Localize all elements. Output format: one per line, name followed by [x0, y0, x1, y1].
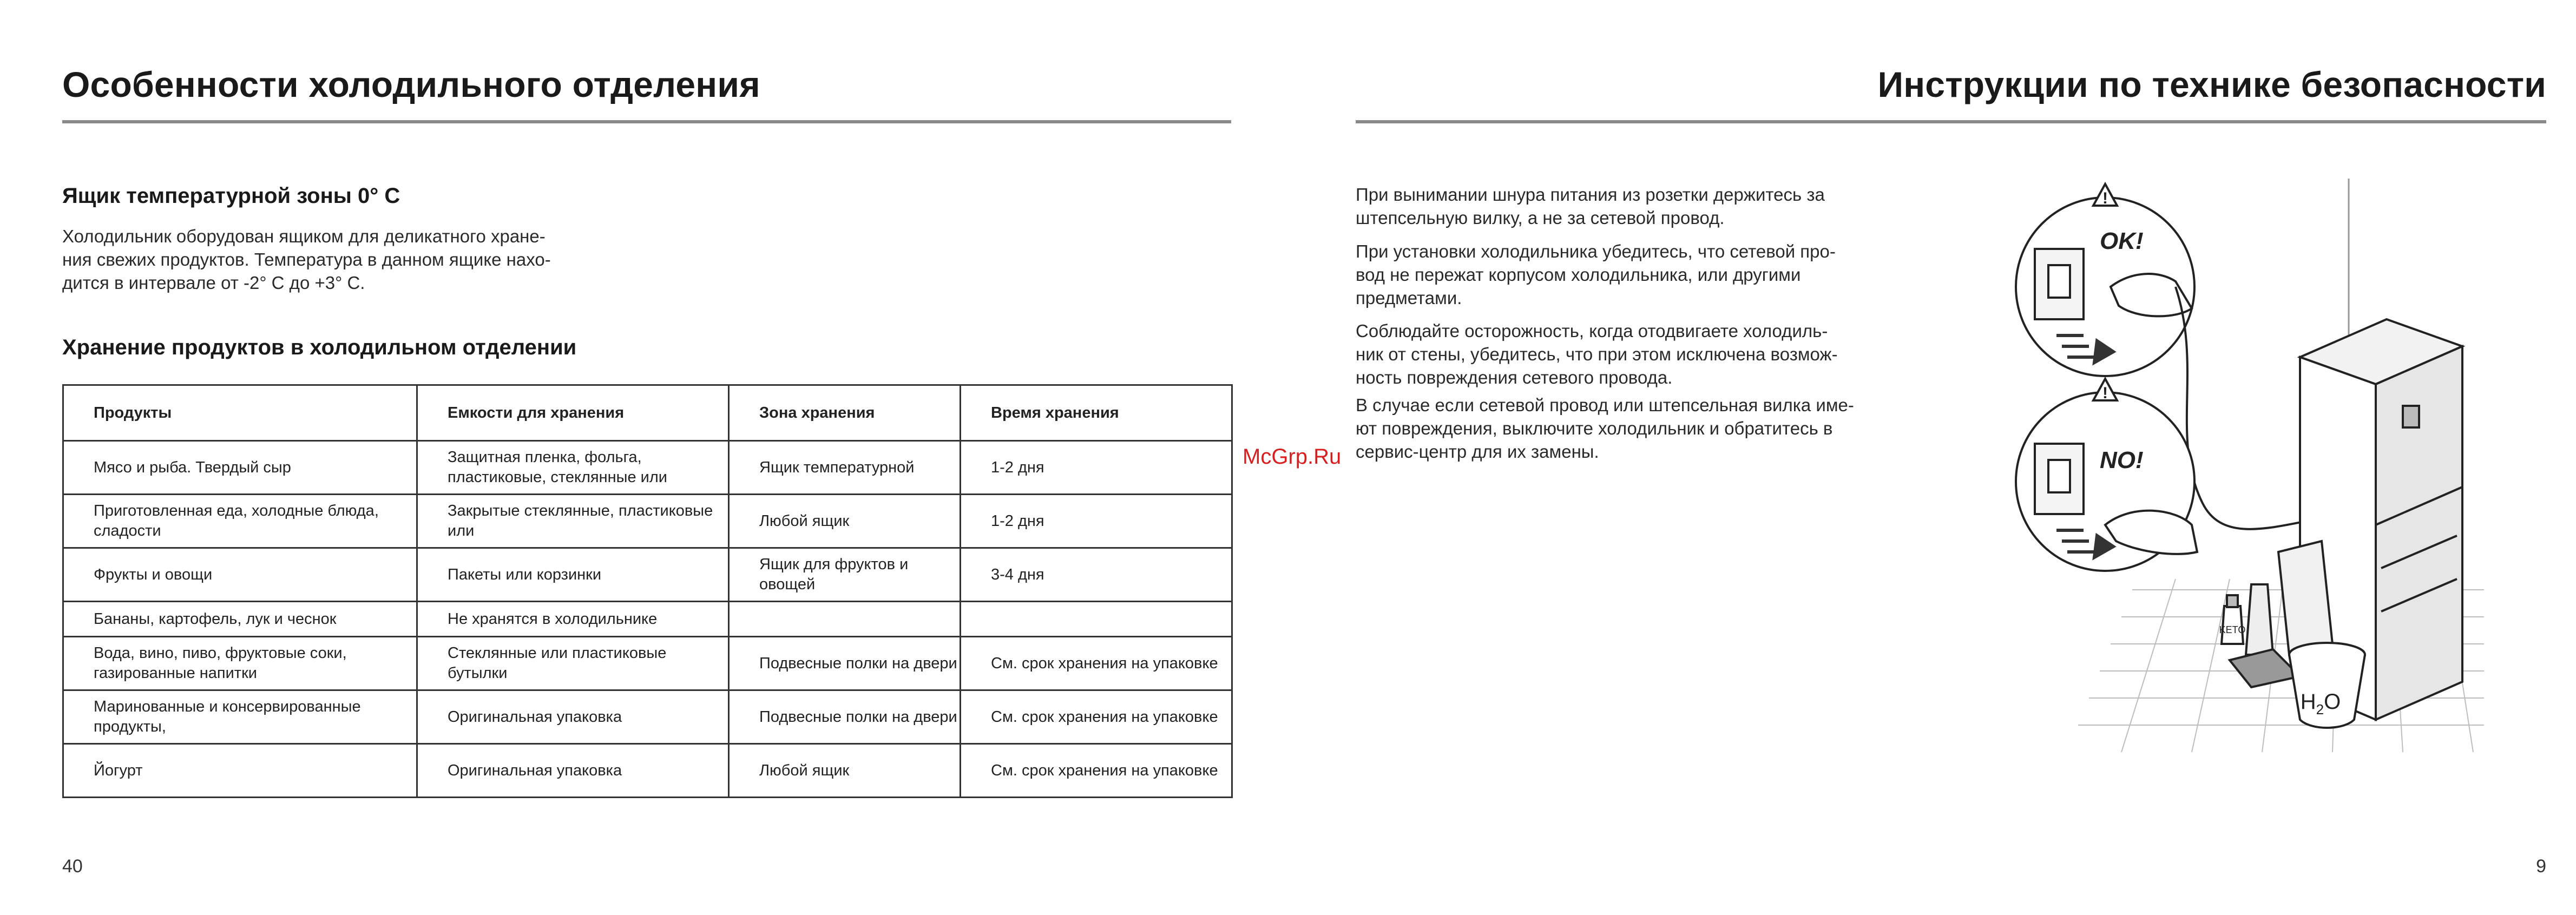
section-storage-heading: Хранение продуктов в холодильном отделении — [62, 335, 577, 359]
cell-container: Оригинальная упаковка — [417, 690, 729, 744]
temp-zone-line: Холодильник оборудован ящиком для деликатного хране- — [62, 226, 546, 246]
right-title-rule — [1356, 120, 2546, 123]
cell-product: Фрукты и овощи — [63, 548, 417, 602]
section-temp-zone-heading: Ящик температурной зоны 0° C — [62, 184, 400, 208]
cell-product: Мясо и рыба. Твердый сыр — [63, 441, 417, 495]
safety-line: предметами. — [1356, 288, 1462, 308]
bottle-label: KETO — [2219, 624, 2246, 635]
safety-line: сервис-центр для их замены. — [1356, 442, 1599, 462]
table-row — [63, 602, 1232, 637]
safety-line: вод не пережат корпусом холодильника, или другими — [1356, 265, 1801, 285]
cell-zone: Ящик температурной — [729, 441, 961, 495]
left-page-title: Особенности холодильного отделения — [62, 64, 760, 104]
cell-container: Защитная пленка, фольга, пластиковые, стеклянные или — [417, 441, 729, 495]
warning-mark: ! — [2102, 384, 2108, 402]
bucket-o: O — [2324, 690, 2341, 714]
safety-line: Соблюдайте осторожность, когда отодвигаете холодиль- — [1356, 321, 1828, 341]
table-row — [63, 548, 1232, 602]
header-products: Продукты — [63, 385, 417, 441]
storage-table — [62, 384, 1233, 798]
cell-time: См. срок хранения на упаковке — [961, 637, 1232, 690]
cell-product: Бананы, картофель, лук и чеснок — [63, 602, 417, 637]
safety-paragraph-1 — [1356, 183, 1940, 229]
safety-line: При вынимании шнура питания из розетки держитесь за — [1356, 185, 1825, 205]
cell-time: См. срок хранения на упаковке — [961, 744, 1232, 798]
safety-line: ют повреждения, выключите холодильник и обратитесь в — [1356, 418, 1833, 438]
cell-product: Вода, вино, пиво, фруктовые соки, газированные напитки — [63, 637, 417, 690]
right-page-title: Инструкции по технике безопасности — [1877, 64, 2546, 104]
warning-triangle-icon — [2093, 379, 2117, 402]
table-row — [63, 744, 1232, 798]
cell-zone: Подвесные полки на двери — [729, 690, 961, 744]
warning-triangle-icon — [2093, 184, 2117, 207]
safety-line: ность повреждения сетевого провода. — [1356, 367, 1673, 387]
warning-mark: ! — [2102, 189, 2108, 207]
cell-zone: Ящик для фруктов и овощей — [729, 548, 961, 602]
ok-label: OK! — [2100, 228, 2144, 254]
cell-zone — [729, 602, 961, 637]
spray-bottle-icon — [2246, 584, 2273, 655]
table-row — [63, 495, 1232, 548]
cell-container: Стеклянные или пластиковые бутылки — [417, 637, 729, 690]
detergent-box-icon — [2278, 541, 2332, 655]
table-row — [63, 637, 1232, 690]
header-time: Время хранения — [961, 385, 1232, 441]
no-label: NO! — [2100, 447, 2144, 473]
cell-time: 1-2 дня — [961, 441, 1232, 495]
temp-zone-line: ния свежих продуктов. Температура в данном ящике нахо- — [62, 249, 551, 269]
cell-container: Пакеты или корзинки — [417, 548, 729, 602]
cell-container: Оригинальная упаковка — [417, 744, 729, 798]
safety-line: При установки холодильника убедитесь, что сетевой про- — [1356, 241, 1836, 261]
safety-paragraph-4 — [1356, 393, 1940, 463]
page-number-right: 9 — [2536, 856, 2546, 877]
cell-time: 3-4 дня — [961, 548, 1232, 602]
header-containers: Емкости для хранения — [417, 385, 729, 441]
cell-product: Маринованные и консервированные продукты, — [63, 690, 417, 744]
header-zone: Зона хранения — [729, 385, 961, 441]
safety-line: штепсельную вилку, а не за сетевой провод. — [1356, 208, 1725, 228]
safety-paragraph-2 — [1356, 240, 1940, 310]
cell-zone: Подвесные полки на двери — [729, 637, 961, 690]
cell-container: Закрытые стеклянные, пластиковые или — [417, 495, 729, 548]
safety-line: ник от стены, убедитесь, что при этом исключена возмож- — [1356, 344, 1838, 364]
cell-zone: Любой ящик — [729, 495, 961, 548]
table-row — [63, 690, 1232, 744]
cell-product: Приготовленная еда, холодные блюда, сладости — [63, 495, 417, 548]
cell-product: Йогурт — [63, 744, 417, 798]
cell-time: См. срок хранения на упаковке — [961, 690, 1232, 744]
cleaning-bottle-icon — [2219, 595, 2246, 644]
page-number-left: 40 — [62, 856, 83, 877]
section-temp-zone-text — [62, 225, 658, 294]
watermark: McGrp.Ru — [1243, 445, 1342, 469]
bucket-sub: 2 — [2316, 701, 2324, 717]
temp-zone-line: дится в интервале от -2° C до +3° C. — [62, 273, 365, 293]
safety-paragraph-3 — [1356, 319, 1940, 389]
bucket-h: H — [2300, 690, 2316, 714]
cell-zone: Любой ящик — [729, 744, 961, 798]
cell-time — [961, 602, 1232, 637]
left-title-rule — [62, 120, 1231, 123]
safety-line: В случае если сетевой провод или штепсельная вилка име- — [1356, 395, 1854, 415]
table-header-row — [63, 385, 1232, 441]
water-bucket-icon — [2289, 643, 2365, 728]
table-row — [63, 441, 1232, 495]
cell-time: 1-2 дня — [961, 495, 1232, 548]
safety-illustration — [1997, 179, 2484, 752]
cell-container: Не хранятся в холодильнике — [417, 602, 729, 637]
